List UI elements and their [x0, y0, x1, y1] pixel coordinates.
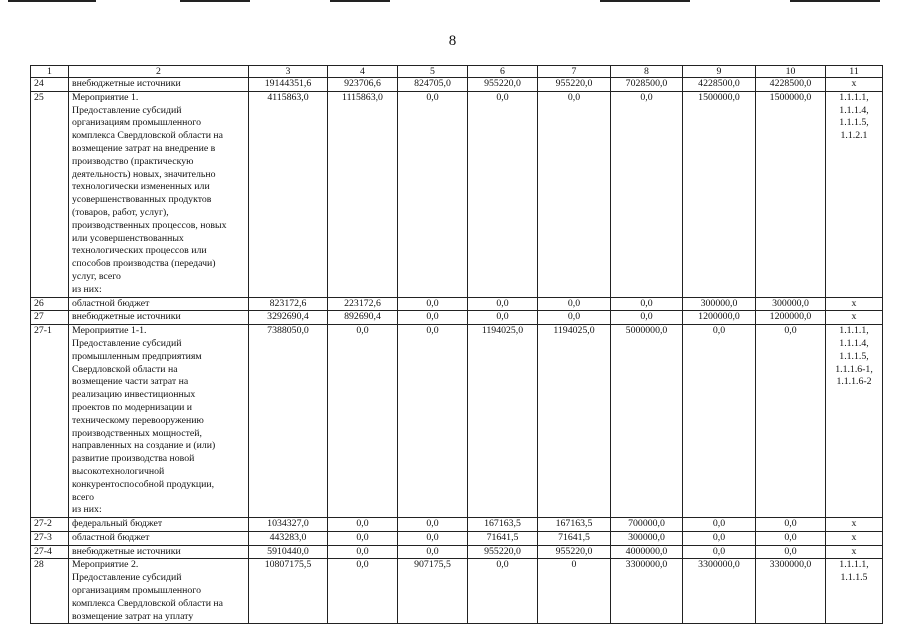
value-cell: 4228500,0: [756, 78, 826, 92]
target-indicator: 1.1.1.1,: [839, 325, 869, 337]
target-indicator: 1.1.2.1: [840, 130, 868, 142]
row-name-line: комплекса Свердловской области на: [72, 130, 223, 142]
value-cell: 0,0: [683, 325, 756, 518]
value-cell: 1194025,0: [538, 325, 611, 518]
value-cell: 0,0: [756, 545, 826, 559]
row-name-line: всего: [72, 491, 95, 503]
value-cell: 71641,5: [538, 531, 611, 545]
value-cell: 0,0: [611, 297, 683, 311]
row-name: [69, 325, 249, 518]
top-rule: [330, 0, 390, 2]
value-cell: 7388050,0: [249, 325, 328, 518]
target-indicator: х: [851, 311, 857, 323]
value-cell: 1194025,0: [468, 325, 538, 518]
row-number: 27: [31, 311, 69, 325]
value-cell: 3292690,4: [249, 311, 328, 325]
value-cell: 892690,4: [328, 311, 398, 325]
header-cell: 5: [398, 66, 468, 78]
row-name-line: направленных на создание и (или): [72, 440, 216, 452]
value-cell: 1034327,0: [249, 518, 328, 532]
value-cell: 0,0: [538, 91, 611, 297]
row-name: [69, 78, 249, 92]
value-cell: 167163,5: [538, 518, 611, 532]
value-cell: 4115863,0: [249, 91, 328, 297]
target-indicator: 1.1.1.4,: [839, 104, 869, 116]
value-cell: 0,0: [683, 545, 756, 559]
value-cell: 955220,0: [468, 545, 538, 559]
target-indicator: х: [851, 78, 857, 89]
row-name-line: производственных мощностей,: [72, 427, 202, 439]
target-indicator: 1.1.1.1,: [839, 559, 869, 571]
target-indicator-cell: [826, 559, 883, 624]
target-indicator: 1.1.1.1,: [839, 91, 869, 103]
target-indicator: 1.1.1.6-1,: [835, 363, 873, 375]
row-name: [69, 518, 249, 532]
row-number: 27-3: [31, 531, 69, 545]
top-rule: [8, 0, 96, 2]
value-cell: 300000,0: [611, 531, 683, 545]
value-cell: 0,0: [328, 545, 398, 559]
target-indicator-cell: [826, 78, 883, 92]
header-cell: 8: [611, 66, 683, 78]
row-name-line: Предоставление субсидий: [72, 104, 182, 116]
top-rule: [790, 0, 880, 2]
value-cell: 0,0: [756, 518, 826, 532]
value-cell: 223172,6: [328, 297, 398, 311]
row-name: [69, 559, 249, 624]
value-cell: 1200000,0: [756, 311, 826, 325]
row-name-line: Предоставление субсидий: [72, 572, 182, 584]
row-name-line: производство (практическую: [72, 155, 194, 167]
value-cell: 1115863,0: [328, 91, 398, 297]
value-cell: 0,0: [398, 311, 468, 325]
table-row: [31, 91, 883, 297]
row-number: 27-1: [31, 325, 69, 518]
value-cell: 3300000,0: [756, 559, 826, 624]
header-cell: 2: [69, 66, 249, 78]
value-cell: 955220,0: [538, 545, 611, 559]
row-name-line: внебюджетные источники: [72, 78, 181, 89]
value-cell: 3300000,0: [611, 559, 683, 624]
row-name-line: конкурентоспособной продукции,: [72, 478, 215, 490]
row-name-line: Мероприятие 1-1.: [72, 325, 147, 337]
table-row: [31, 518, 883, 532]
row-name-line: федеральный бюджет: [72, 518, 163, 530]
row-name-line: или усовершенствованных: [72, 232, 184, 244]
value-cell: 0,0: [398, 518, 468, 532]
target-indicator-cell: [826, 325, 883, 518]
value-cell: 1500000,0: [683, 91, 756, 297]
table-row: [31, 531, 883, 545]
value-cell: 955220,0: [538, 78, 611, 92]
row-number: 25: [31, 91, 69, 297]
value-cell: 5000000,0: [611, 325, 683, 518]
row-name-line: возмещение затрат на внедрение в: [72, 142, 216, 154]
top-rule: [600, 0, 690, 2]
value-cell: 3300000,0: [683, 559, 756, 624]
value-cell: 823172,6: [249, 297, 328, 311]
target-indicator: х: [851, 531, 857, 543]
row-name: [69, 297, 249, 311]
header-cell: 7: [538, 66, 611, 78]
value-cell: 923706,6: [328, 78, 398, 92]
header-cell: 9: [683, 66, 756, 78]
row-name-line: технологически измененных или: [72, 181, 210, 193]
header-cell: 6: [468, 66, 538, 78]
value-cell: 0: [538, 559, 611, 624]
row-name-line: из них:: [72, 504, 102, 516]
row-name-line: промышленным предприятиям: [72, 350, 202, 362]
row-number: 27-2: [31, 518, 69, 532]
value-cell: 4000000,0: [611, 545, 683, 559]
target-indicator: 1.1.1.5,: [839, 117, 869, 129]
row-name-line: Предоставление субсидий: [72, 337, 182, 349]
top-rule: [180, 0, 250, 2]
row-name-line: техническому перевооружению: [72, 414, 204, 426]
value-cell: 0,0: [756, 531, 826, 545]
value-cell: 0,0: [611, 311, 683, 325]
row-name-line: возмещение части затрат на: [72, 376, 189, 388]
target-indicator-cell: [826, 311, 883, 325]
value-cell: 0,0: [611, 91, 683, 297]
row-name-line: возмещение затрат на уплату: [72, 610, 194, 622]
value-cell: 0,0: [328, 559, 398, 624]
value-cell: 300000,0: [683, 297, 756, 311]
row-name-line: областной бюджет: [72, 297, 150, 309]
row-name-line: реализацию инвестиционных: [72, 389, 196, 401]
value-cell: 1200000,0: [683, 311, 756, 325]
value-cell: 0,0: [683, 518, 756, 532]
row-name-line: развитие производства новой: [72, 453, 195, 465]
header-cell: 10: [756, 66, 826, 78]
table-row: [31, 311, 883, 325]
target-indicator: х: [851, 297, 857, 309]
target-indicator: 1.1.1.6-2: [836, 376, 872, 388]
target-indicator-cell: [826, 545, 883, 559]
row-name-line: Свердловской области на: [72, 363, 178, 375]
target-indicator: 1.1.1.4,: [839, 337, 869, 349]
target-indicator-cell: [826, 531, 883, 545]
value-cell: 300000,0: [756, 297, 826, 311]
table-row: [31, 78, 883, 92]
value-cell: 0,0: [328, 518, 398, 532]
row-name: [69, 545, 249, 559]
value-cell: 907175,5: [398, 559, 468, 624]
value-cell: 71641,5: [468, 531, 538, 545]
header-row: [31, 66, 883, 78]
row-name-line: технологических процессов или: [72, 245, 207, 257]
row-name: [69, 311, 249, 325]
value-cell: 0,0: [538, 297, 611, 311]
target-indicator-cell: [826, 91, 883, 297]
row-name-line: из них:: [72, 283, 102, 295]
row-name-line: Мероприятие 1.: [72, 91, 139, 103]
row-name-line: внебюджетные источники: [72, 311, 181, 323]
row-name-line: деятельность) новых, значительно: [72, 168, 216, 180]
row-number: 28: [31, 559, 69, 624]
row-name-line: высокотехнологичной: [72, 465, 165, 477]
value-cell: 7028500,0: [611, 78, 683, 92]
row-name-line: усовершенствованных продуктов: [72, 194, 212, 206]
value-cell: 0,0: [683, 531, 756, 545]
value-cell: 5910440,0: [249, 545, 328, 559]
value-cell: 167163,5: [468, 518, 538, 532]
value-cell: 0,0: [398, 531, 468, 545]
row-name-line: комплекса Свердловской области на: [72, 597, 223, 609]
budget-table: [30, 65, 883, 624]
row-number: 24: [31, 78, 69, 92]
header-cell: 3: [249, 66, 328, 78]
row-name-line: проектов по модернизации и: [72, 401, 193, 413]
row-name-line: внебюджетные источники: [72, 545, 181, 557]
page-number: 8: [448, 33, 457, 49]
row-number: 26: [31, 297, 69, 311]
value-cell: 0,0: [538, 311, 611, 325]
value-cell: 700000,0: [611, 518, 683, 532]
target-indicator: 1.1.1.5,: [839, 350, 869, 362]
row-number: 27-4: [31, 545, 69, 559]
value-cell: 0,0: [398, 545, 468, 559]
value-cell: 955220,0: [468, 78, 538, 92]
row-name-line: производственных процессов, новых: [72, 219, 227, 231]
value-cell: 0,0: [468, 91, 538, 297]
table-row: [31, 297, 883, 311]
value-cell: 443283,0: [249, 531, 328, 545]
row-name-line: организациям промышленного: [72, 117, 201, 129]
target-indicator: х: [851, 518, 857, 530]
row-name-line: Мероприятие 2.: [72, 559, 139, 571]
row-name-line: (товаров, работ, услуг),: [72, 206, 169, 218]
target-indicator: х: [851, 545, 857, 557]
value-cell: 4228500,0: [683, 78, 756, 92]
row-name: [69, 531, 249, 545]
target-indicator-cell: [826, 297, 883, 311]
target-indicator-cell: [826, 518, 883, 532]
value-cell: 0,0: [468, 311, 538, 325]
value-cell: 0,0: [398, 91, 468, 297]
table-row: [31, 545, 883, 559]
value-cell: 824705,0: [398, 78, 468, 92]
value-cell: 0,0: [398, 297, 468, 311]
row-name-line: организациям промышленного: [72, 585, 201, 597]
header-cell: 1: [31, 66, 69, 78]
value-cell: 10807175,5: [249, 559, 328, 624]
header-cell: 11: [826, 66, 883, 78]
value-cell: 19144351,6: [249, 78, 328, 92]
value-cell: 1500000,0: [756, 91, 826, 297]
row-name-line: областной бюджет: [72, 531, 150, 543]
value-cell: 0,0: [328, 531, 398, 545]
target-indicator: 1.1.1.5: [840, 572, 868, 584]
value-cell: 0,0: [398, 325, 468, 518]
row-name: [69, 91, 249, 297]
row-name-line: способов производства (передачи): [72, 258, 216, 270]
table-row: [31, 559, 883, 624]
value-cell: 0,0: [756, 325, 826, 518]
row-name-line: услуг, всего: [72, 270, 121, 282]
table-row: [31, 325, 883, 518]
value-cell: 0,0: [468, 559, 538, 624]
value-cell: 0,0: [328, 325, 398, 518]
value-cell: 0,0: [468, 297, 538, 311]
header-cell: 4: [328, 66, 398, 78]
